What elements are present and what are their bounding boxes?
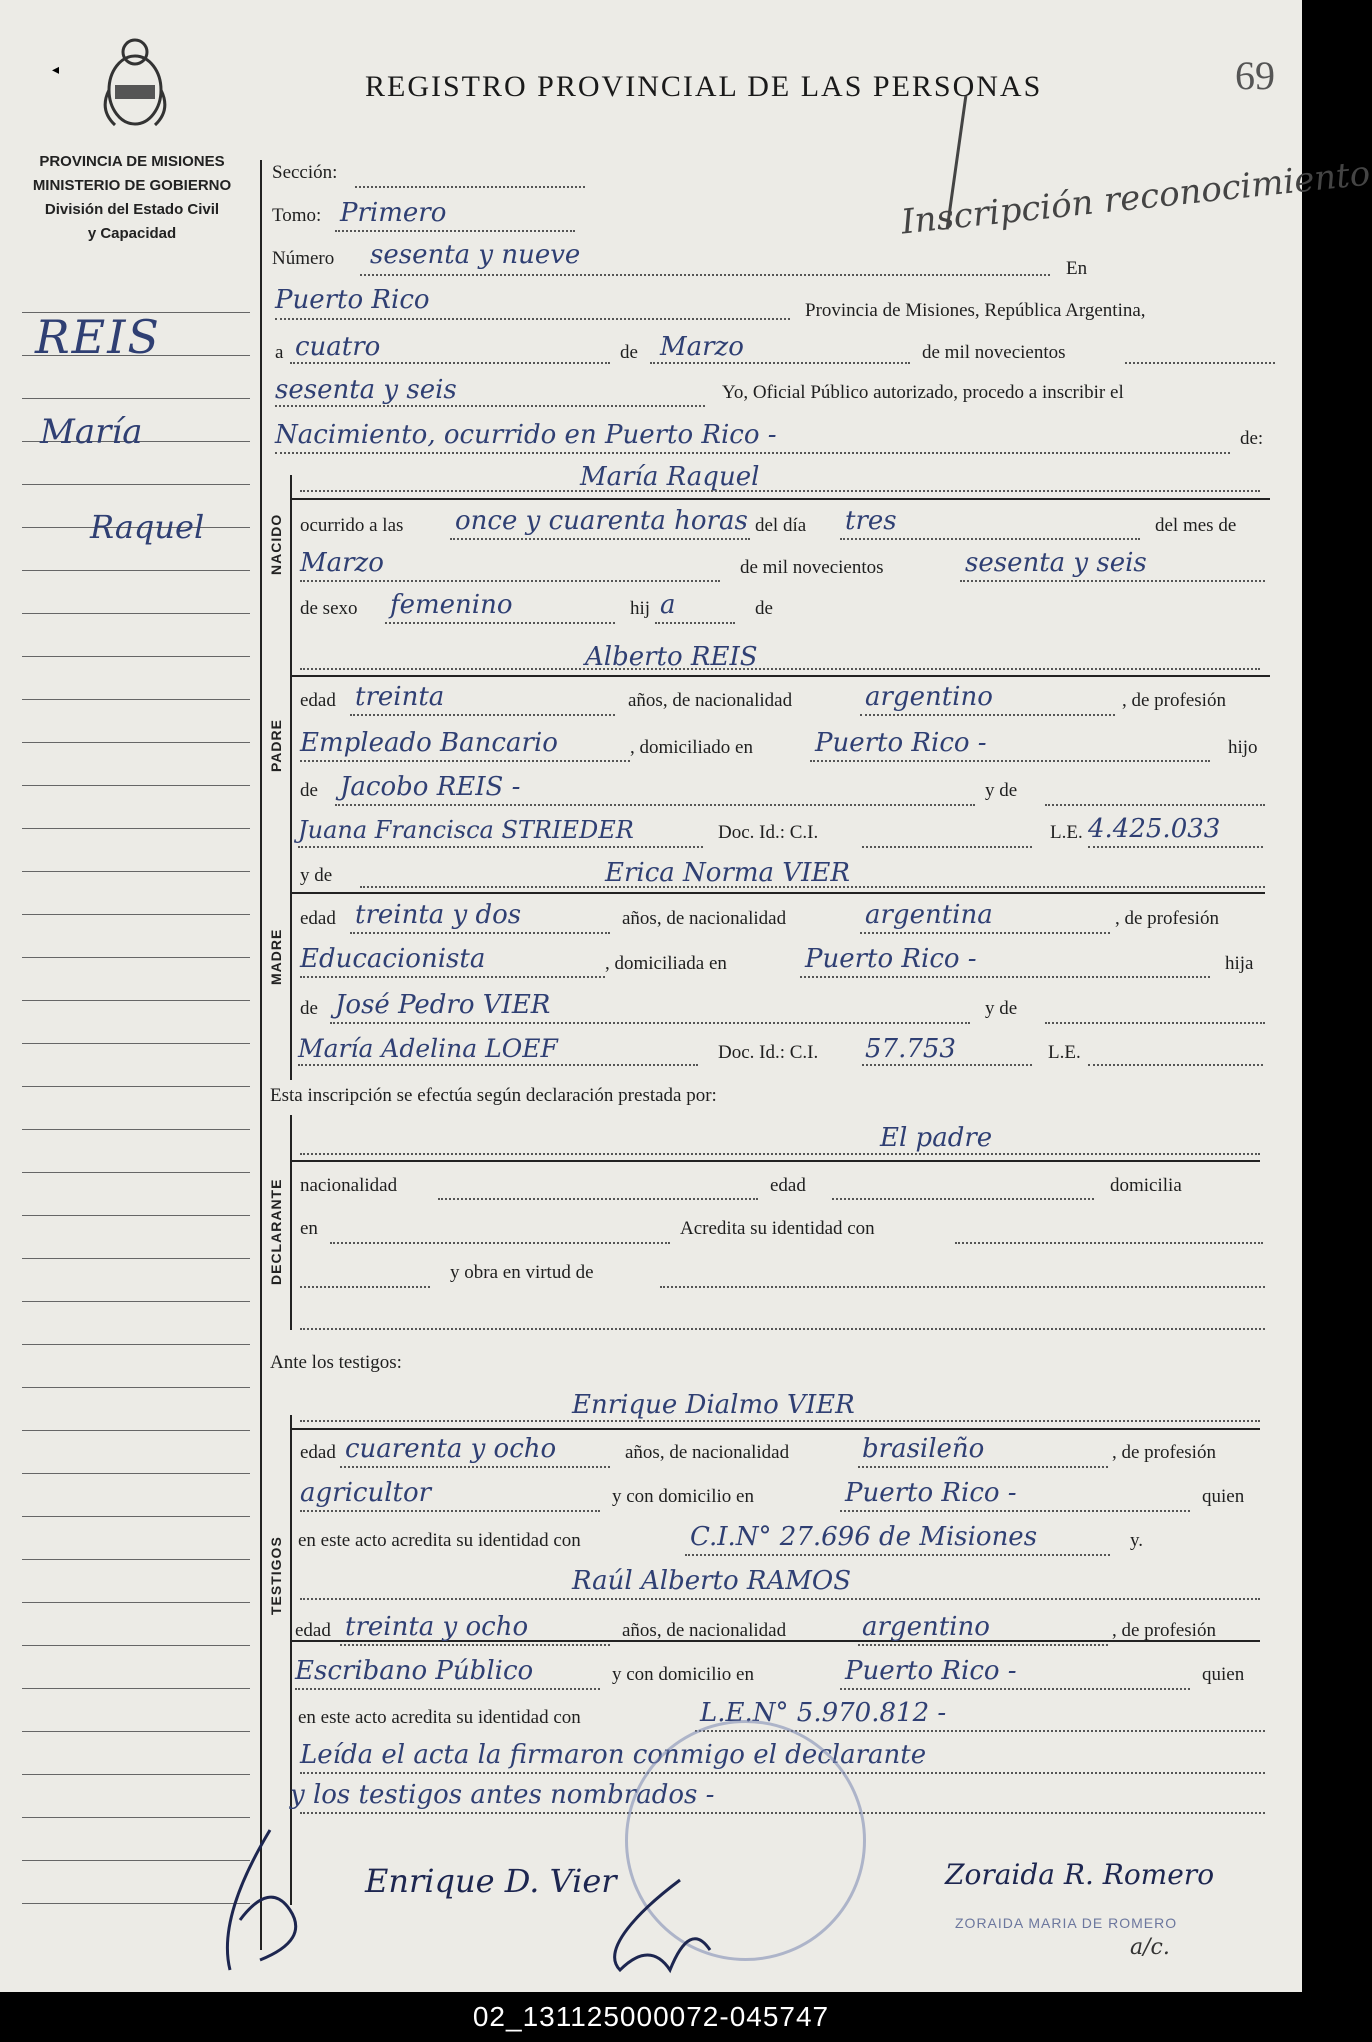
nacido-sexo: femenino (390, 590, 513, 620)
stamp-text: ZORAIDA MARIA DE ROMERO (955, 1915, 1178, 1931)
value-mes: Marzo (660, 332, 744, 362)
testigo1-edad: cuarenta y ocho (345, 1434, 557, 1464)
madre-padre: José Pedro VIER (335, 990, 551, 1020)
nacido-mes: Marzo (300, 548, 384, 578)
label-de-mil: de mil novecientos (922, 342, 1066, 363)
label-con-domicilio-t2: y con domicilio en (612, 1664, 754, 1685)
label-le: L.E. (1050, 822, 1083, 843)
madre-domicilio: Puerto Rico - (805, 944, 977, 974)
padre-madre: Juana Francisca STRIEDER (298, 816, 634, 844)
label-edad-2: edad (300, 908, 336, 929)
label-y-de: y de (985, 780, 1018, 801)
madre-nacionalidad: argentina (865, 900, 993, 930)
section-testigos: TESTIGOS (268, 1536, 284, 1615)
label-en-d: en (300, 1218, 318, 1239)
label-doc-id-2: Doc. Id.: C.I. (718, 1042, 819, 1063)
office-line: División del Estado Civil (44, 201, 220, 218)
label-ante: Ante los testigos: (270, 1352, 402, 1373)
signature-testigo1: Enrique D. Vier (365, 1862, 617, 1900)
label-profesion-2: , de profesión (1115, 908, 1219, 929)
office-line: y Capacidad (87, 225, 177, 242)
label-oficial: Yo, Oficial Público autorizado, procedo a inscribir el (722, 382, 1124, 403)
label-acredita-t1: en este acto acredita su identidad con (298, 1530, 581, 1551)
label-y-de-3: y de (985, 998, 1018, 1019)
testigo1-profesion: agricultor (300, 1478, 432, 1508)
office-line: PROVINCIA DE MISIONES (39, 153, 225, 170)
margin-rule (22, 613, 250, 614)
padre-domicilio: Puerto Rico - (815, 728, 987, 758)
testigo2-documento: L.E.N° 5.970.812 - (700, 1698, 947, 1728)
declarante-nombre: El padre (880, 1123, 993, 1153)
label-profesion-t2: , de profesión (1112, 1620, 1216, 1641)
handwritten-annotation: Inscripción reconocimiento (899, 153, 1372, 243)
padre-nacionalidad: argentino (865, 682, 993, 712)
label-quien-t1: quien (1202, 1486, 1245, 1507)
testigo1-documento: C.I.N° 27.696 de Misiones (690, 1522, 1038, 1552)
label-edad: edad (300, 690, 336, 711)
label-doc-id: Doc. Id.: C.I. (718, 822, 819, 843)
madre-ci: 57.753 (865, 1034, 956, 1064)
margin-rule (22, 871, 250, 872)
label-tomo: Tomo: (272, 205, 322, 226)
margin-divider (260, 160, 262, 1950)
label-declaracion: Esta inscripción se efectúa según declaración prestada por: (270, 1085, 717, 1106)
page-number: 69 (1235, 53, 1275, 98)
madre-madre: María Adelina LOEF (298, 1034, 558, 1063)
value-anio: sesenta y seis (275, 375, 457, 405)
margin-rule (22, 1817, 250, 1818)
label-acredita: Acredita su identidad con (680, 1218, 875, 1239)
coat-of-arms-icon (95, 30, 175, 130)
margin-rule (22, 1516, 250, 1517)
madre-profesion: Educacionista (300, 944, 486, 974)
value-tomo: Primero (340, 198, 447, 228)
label-hijo: hijo (1228, 737, 1258, 758)
label-de-colon: de: (1240, 428, 1264, 449)
margin-rule (22, 398, 250, 399)
margin-rule (22, 1086, 250, 1087)
label-nacionalidad: años, de nacionalidad (628, 690, 793, 711)
margin-rule (22, 699, 250, 700)
testigo1-nombre: Enrique Dialmo VIER (572, 1390, 855, 1420)
section-nacido: NACIDO (268, 513, 284, 575)
padre-le: 4.425.033 (1088, 814, 1221, 844)
label-domiciliado: , domiciliado en (630, 737, 753, 758)
testigo1-domicilio: Puerto Rico - (845, 1478, 1017, 1508)
value-lugar: Puerto Rico (275, 285, 430, 315)
label-en: En (1066, 258, 1088, 279)
office-line: MINISTERIO DE GOBIERNO (32, 177, 232, 194)
label-le-2: L.E. (1048, 1042, 1081, 1063)
label-nacionalidad-t2: años, de nacionalidad (622, 1620, 787, 1641)
label-del-mes: del mes de (1155, 515, 1237, 536)
testigo2-profesion: Escribano Público (295, 1656, 534, 1686)
cierre-linea-1: Leída el acta la firmaron conmigo el declarante (300, 1740, 927, 1770)
office-header (22, 150, 242, 246)
margin-rule (22, 1602, 250, 1603)
image-id-footer: 02_131125000072-045747 (0, 1992, 1302, 2042)
label-seccion: Sección: (272, 162, 338, 183)
label-domicilia: domicilia (1110, 1175, 1182, 1196)
label-ocurrido: ocurrido a las (300, 515, 404, 536)
label-obra: y obra en virtud de (450, 1262, 594, 1283)
testigo2-edad: treinta y ocho (345, 1612, 529, 1642)
testigo2-nacionalidad: argentino (862, 1612, 990, 1642)
margin-rule (22, 828, 250, 829)
madre-nombre: Erica Norma VIER (605, 858, 850, 888)
label-edad-d: edad (770, 1175, 806, 1196)
label-hija: hija (1225, 953, 1254, 974)
margin-rule (22, 1731, 250, 1732)
padre-nombre: Alberto REIS (585, 642, 758, 672)
label-de-4: de (300, 998, 318, 1019)
margin-rule (22, 1645, 250, 1646)
margin-rule (22, 1774, 250, 1775)
margin-first-name: María (40, 412, 143, 452)
label-y-punto: y. (1130, 1530, 1144, 1551)
testigo1-nacionalidad: brasileño (862, 1434, 985, 1464)
label-de-2: de (755, 598, 773, 619)
label-profesion-t1: , de profesión (1112, 1442, 1216, 1463)
nacido-nombre: María Raquel (580, 462, 760, 492)
signature-note: a/c. (1130, 1935, 1170, 1960)
label-a: a (275, 342, 284, 363)
padre-edad: treinta (355, 682, 445, 712)
mark: ◂ (52, 63, 60, 78)
label-edad-t2: edad (295, 1620, 331, 1641)
padre-profesion: Empleado Bancario (300, 728, 558, 758)
margin-rule (22, 1430, 250, 1431)
margin-rule (22, 1129, 250, 1130)
signature-scribbles-icon (200, 1820, 720, 1990)
nacido-dia: tres (845, 506, 897, 536)
margin-rule (22, 1258, 250, 1259)
label-hij: hij (630, 598, 651, 619)
nacido-hora: once y cuarenta horas (455, 506, 748, 536)
margin-rule (22, 570, 250, 571)
margin-rule (22, 1387, 250, 1388)
label-profesion: , de profesión (1122, 690, 1226, 711)
label-nacionalidad-2: años, de nacionalidad (622, 908, 787, 929)
label-edad-t1: edad (300, 1442, 336, 1463)
nacido-hij: a (660, 590, 676, 620)
margin-rule (22, 656, 250, 657)
label-de: de (620, 342, 638, 363)
margin-rule (22, 914, 250, 915)
section-declarante: DECLARANTE (268, 1178, 284, 1285)
margin-rule (22, 1344, 250, 1345)
label-domiciliada: , domiciliada en (605, 953, 727, 974)
section-madre: MADRE (268, 928, 284, 985)
margin-rule (22, 957, 250, 958)
nacido-anio: sesenta y seis (965, 548, 1147, 578)
value-hecho: Nacimiento, ocurrido en Puerto Rico - (275, 420, 777, 450)
value-numero: sesenta y nueve (370, 240, 581, 270)
label-y-de-2: y de (300, 865, 333, 886)
margin-rule (22, 1473, 250, 1474)
margin-rule (22, 785, 250, 786)
testigo2-domicilio: Puerto Rico - (845, 1656, 1017, 1686)
label-quien-t2: quien (1202, 1664, 1245, 1685)
margin-rule (22, 1301, 250, 1302)
label-del-dia: del día (755, 515, 807, 536)
margin-rule (22, 1688, 250, 1689)
testigo2-nombre: Raúl Alberto RAMOS (572, 1566, 852, 1596)
madre-edad: treinta y dos (355, 900, 522, 930)
margin-rule (22, 1559, 250, 1560)
label-de-mil-2: de mil novecientos (740, 557, 884, 578)
cierre-linea-2: y los testigos antes nombrados - (290, 1780, 715, 1810)
value-dia: cuatro (295, 332, 381, 362)
label-nacionalidad-d: nacionalidad (300, 1175, 398, 1196)
margin-rule (22, 742, 250, 743)
label-acredita-t2: en este acto acredita su identidad con (298, 1707, 581, 1728)
margin-rule (22, 1215, 250, 1216)
signature-oficial: Zoraida R. Romero (945, 1858, 1215, 1891)
section-padre: PADRE (268, 719, 284, 772)
label-numero: Número (272, 248, 335, 269)
margin-rule (22, 1000, 250, 1001)
label-sexo: de sexo (300, 598, 358, 619)
label-provincia: Provincia de Misiones, República Argentina, (805, 300, 1146, 321)
label-con-domicilio-t1: y con domicilio en (612, 1486, 754, 1507)
label-de-3: de (300, 780, 318, 801)
margin-surname: REIS (35, 310, 161, 364)
padre-padre: Jacobo REIS - (340, 772, 521, 802)
document-title: REGISTRO PROVINCIAL DE LAS PERSONAS (365, 70, 1043, 103)
margin-second-name: Raquel (90, 508, 205, 546)
margin-rule (22, 1172, 250, 1173)
margin-rule (22, 484, 250, 485)
label-nacionalidad-t1: años, de nacionalidad (625, 1442, 790, 1463)
margin-rule (22, 1043, 250, 1044)
